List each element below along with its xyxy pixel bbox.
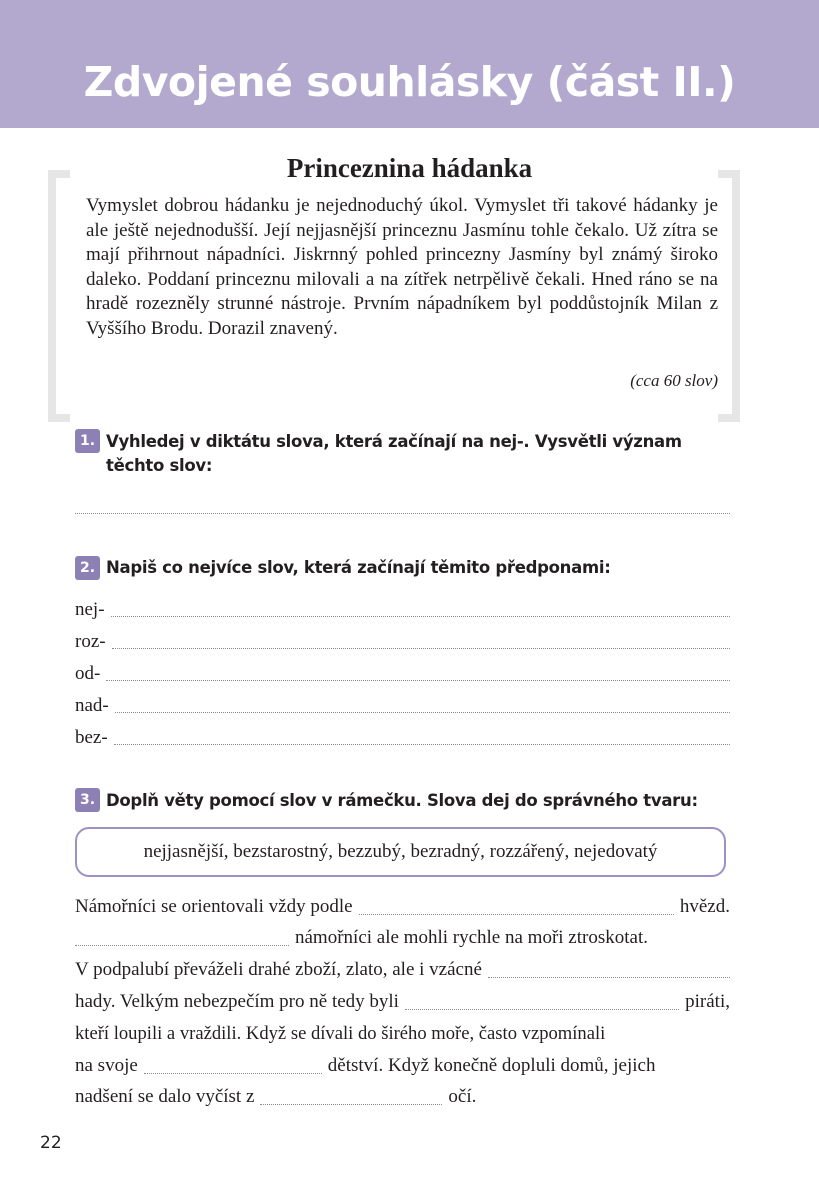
prefix-row-nad [75,694,730,718]
prefix-row-nej [75,598,730,622]
prefix-answer-line[interactable] [114,744,730,745]
page-header [0,0,819,128]
task-3-number: 3. [75,788,100,812]
sentence-text: dětství. Když konečně dopluli domů, jejich [327,1055,656,1076]
prefix-answer-line[interactable] [106,680,730,681]
dictation-bracket-right [718,170,740,422]
prefix-label: nej- [75,599,105,620]
prefix-answer-line[interactable] [111,616,730,617]
prefix-row-bez [75,726,730,750]
sentence-text: piráti, [685,991,730,1012]
word-bank-box: nejjasnější, bezstarostný, bezzubý, bezradný, rozzářený, nejedovatý [75,827,726,877]
dictation-bracket-left [48,170,70,422]
prefix-label: nad- [75,695,109,716]
fill-sentence-line [75,1081,730,1113]
sentence-text: V podpalubí převáželi drahé zboží, zlato, ale i vzácné [75,959,482,980]
page-title: Zdvojené souhlásky (část II.) [83,58,736,106]
sentence-text: nadšení se dalo vyčíst z [75,1086,255,1107]
task-2-instruction: Napiš co nejvíce slov, která začínají těmito předponami: [106,558,611,577]
dictation-text: Vymyslet dobrou hádanku je nejednoduchý úkol. Vymyslet tři takové hádanky je ale ještě nejednodušší. Její nejjasnější princeznu Jasmínu tohle čekalo. Už zítra se mají přihrnout nápadníci. Jiskrnný pohled princezny Jasmíny byl známý široko daleko. Poddaní princeznu milovali a na zítřek netrpělivě čekali. Hned ráno se na hradě rozezněly strunné nástroje. Prvním nápadníkem byl poddůstojník Milan z Vyššího Brodu. Dorazil znavený. [86,195,718,339]
task-2-number: 2. [75,556,100,580]
fill-sentence-line [75,891,730,923]
task-1-instruction: Vyhledej v diktátu slova, která začínají na nej-. Vysvětli význam těchto slov: [106,432,682,475]
sentence-text: očí. [448,1086,477,1107]
prefix-label: bez- [75,727,108,748]
prefix-answer-line[interactable] [112,648,730,649]
sentence-text: na svoje [75,1055,138,1076]
prefix-answer-line[interactable] [115,712,730,713]
fill-blank[interactable] [260,1104,442,1105]
fill-sentence-line [75,954,730,986]
sentence-text: hady. Velkým nebezpečím pro ně tedy byli [75,991,399,1012]
fill-blank[interactable] [144,1073,322,1074]
sentence-text: hvězd. [679,896,730,917]
fill-blank[interactable] [75,945,289,946]
sentence-text: kteří loupili a vraždili. Když se dívali do širého moře, často vzpomínali [75,1023,606,1044]
dictation-title: Princeznina hádanka [286,153,533,183]
prefix-row-roz [75,630,730,654]
prefix-row-od [75,662,730,686]
task-3-instruction: Doplň věty pomocí slov v rámečku. Slova dej do správného tvaru: [106,791,698,810]
fill-blank[interactable] [405,1009,679,1010]
fill-blank[interactable] [359,914,674,915]
fill-sentence-line [75,1018,730,1050]
sentence-text: Námořníci se orientovali vždy podle [75,896,353,917]
fill-sentence-line [75,1050,730,1082]
task-1-answer-line[interactable] [75,513,730,514]
prefix-label: roz- [75,631,106,652]
sentence-text: námořníci ale mohli rychle na moři ztroskotat. [295,927,648,948]
prefix-label: od- [75,663,101,684]
fill-sentence-line [75,922,730,954]
task-1-number: 1. [75,429,100,453]
page-number: 22 [40,1133,62,1153]
fill-blank[interactable] [488,977,730,978]
fill-sentence-line [75,986,730,1018]
dictation-word-count: (cca 60 slov) [630,371,718,390]
